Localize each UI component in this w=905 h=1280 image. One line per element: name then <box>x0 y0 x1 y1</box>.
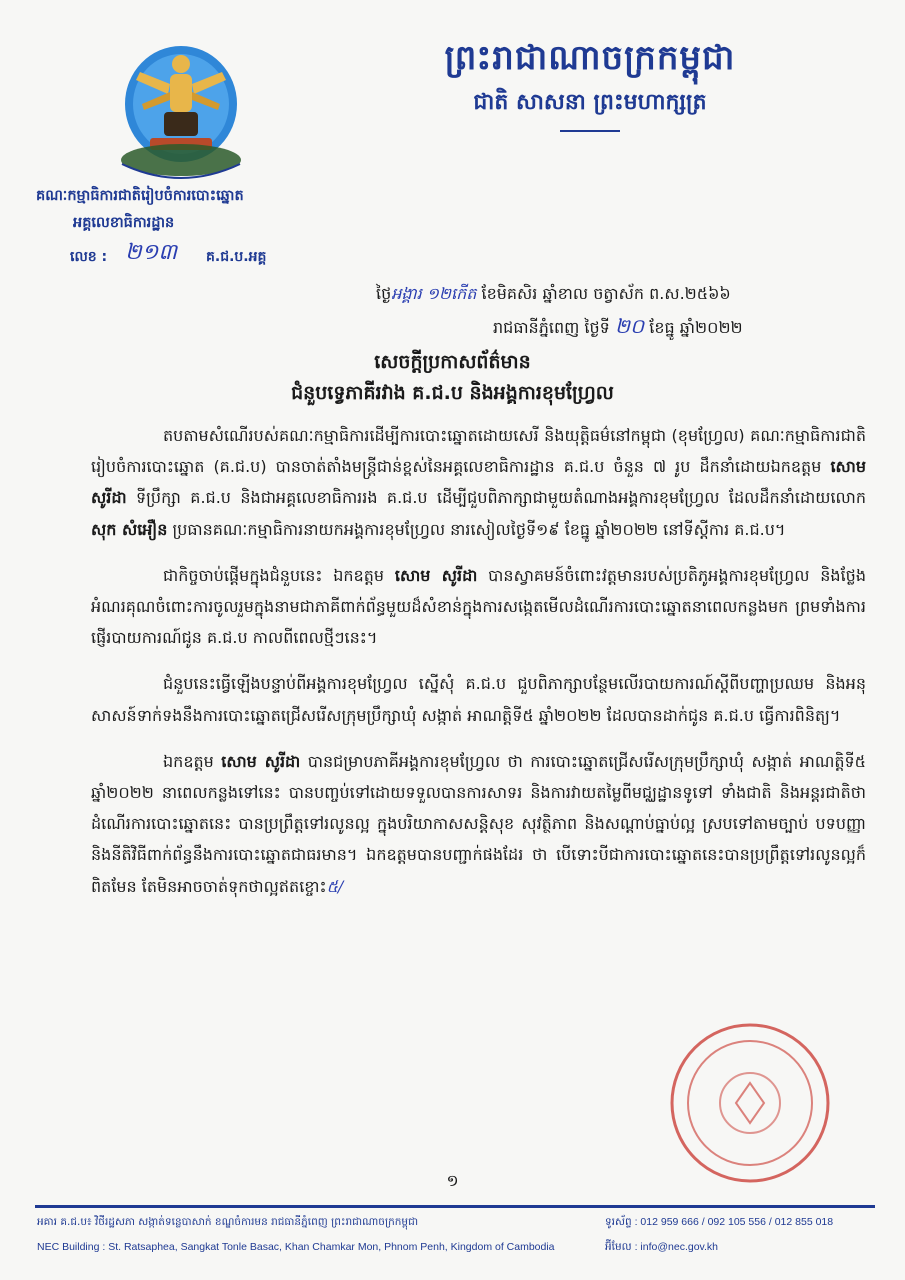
official-stamp <box>650 1018 830 1188</box>
footer-email <box>605 1241 718 1256</box>
solar-prefix: រាជធានីភ្នំពេញ ថ្ងៃទី <box>493 318 610 337</box>
p4-name: សោម សូរីដា <box>221 751 301 771</box>
kingdom-title: ព្រះរាជាណាចក្រកម្ពុជា <box>444 38 736 78</box>
p1-text-c: ប្រធានគណៈកម្មាធិការនាយកអង្គការខុមហ្វ្រែល នារសៀលថ្ងៃទី១៩ ខែធ្នូ ឆ្នាំ២០២២ នៅទីស្តីការ គ.ជ.ប។ <box>172 519 786 539</box>
p1-name-2: សុក សំអឿន <box>91 519 168 539</box>
footer-divider <box>35 1205 875 1208</box>
lunar-handwritten: អង្គារ ១២កើត <box>391 284 477 303</box>
ref-suffix: គ.ជ.ប.អគ្គ <box>206 249 267 265</box>
org-name: គណៈកម្មាធិការជាតិរៀបចំការបោះឆ្នោត <box>36 188 244 204</box>
p2-name: សោម សូរីដា <box>394 565 478 585</box>
lunar-suffix: ខែមិគសិរ ឆ្នាំខាល ចត្វាស័ក ព.ស.២៥៦៦ <box>481 284 731 303</box>
continue-mark: ៥/ <box>326 876 344 896</box>
paragraph-1 <box>91 420 866 545</box>
page-number: ១ <box>446 1171 459 1190</box>
doc-subtitle: ជំនួបទ្វេភាគីរវាង គ.ជ.ប និងអង្គការខុមហ្វ្រែល <box>291 382 614 404</box>
nec-logo <box>112 42 250 187</box>
phone-label: ទូរស័ព្ទ : <box>605 1216 638 1228</box>
paragraph-3: ជំនួបនេះធ្វើឡើងបន្ទាប់ពីអង្គការខុមហ្វ្រែល ស្នើសុំ គ.ជ.ប ជួបពិភាក្សាបន្ថែមលើរបាយការណ៍ស្តីពីបញ្ហាប្រឈម និងអនុសាសន៍ទាក់ទងនឹងការបោះឆ្នោតជ្រើសរើសក្រុមប្រឹក្សាឃុំ សង្កាត់ អាណត្តិទី៥ ឆ្នាំ២០២២ ដែលបានដាក់ជូន គ.ជ.ប ធ្វើការពិនិត្យ។ <box>91 674 866 725</box>
lunar-prefix: ថ្ងៃ <box>376 284 392 303</box>
email-label: អ៊ីមែល : <box>605 1241 638 1253</box>
p1-text-b: ទីប្រឹក្សា គ.ជ.ប និងជាអគ្គលេខាធិការរង គ.ជ.ប ដើម្បីជួបពិភាក្សាជាមួយតំណាងអង្គការខុមហ្វ្រែល ដែលដឹកនាំដោយលោក <box>136 488 866 508</box>
paragraph-4 <box>91 746 866 902</box>
email-address[interactable]: info@nec.gov.kh <box>640 1241 719 1253</box>
p1-name-1: សោម សូរីដា <box>91 457 866 508</box>
solar-suffix: ខែធ្នូ ឆ្នាំ២០២២ <box>649 318 743 337</box>
phone-numbers: 012 959 666 / 092 105 556 / 012 855 018 <box>640 1216 834 1228</box>
lunar-date <box>376 283 731 307</box>
body-text <box>91 420 866 917</box>
ref-label: លេខ : <box>70 249 108 265</box>
p2-text-a: ជាកិច្ចចាប់ផ្តើមក្នុងជំនួបនេះ ឯកឧត្តម <box>163 565 385 585</box>
ref-number: ២១៣ <box>125 240 178 265</box>
p1-text-a: តបតាមសំណើរបស់គណៈកម្មាធិការដើម្បីការបោះឆ្នោតដោយសេរី និងយុត្តិធម៌នៅកម្ពុជា (ខុមហ្វ្រែល) គណៈកម្មាធិការជាតិរៀបចំការបោះឆ្នោត (គ.ជ.ប) បានចាត់តាំងមន្ត្រីជាន់ខ្ពស់នៃអគ្គលេខាធិការដ្ឋាន គ.ជ.ប ចំនួន ៧ រូប ដឹកនាំដោយឯកឧត្តម <box>91 426 866 477</box>
footer-address-kh: អគារ គ.ជ.ប៖ វិថីរដ្ឋសភា សង្កាត់ទន្លេបាសាក់ ខណ្ឌចំការមន រាជធានីភ្នំពេញ ព្រះរាជាណាចក្រកម្ពុជា <box>37 1216 419 1228</box>
org-department: អគ្គលេខាធិការដ្ឋាន <box>73 215 175 231</box>
solar-day: ២០ <box>614 314 645 338</box>
paragraph-2 <box>91 560 866 654</box>
motto-divider <box>560 130 620 132</box>
p4-text-b: បានជម្រាបភាគីអង្គការខុមហ្វ្រែល ថា ការបោះឆ្នោតជ្រើសរើសក្រុមប្រឹក្សាឃុំ សង្កាត់ អាណត្តិទី៥ ឆ្នាំ២០២២ នាពេលកន្លងទៅនេះ បានបញ្ចប់ទៅដោយទទួលបានការសាទរ និងការវាយតម្លៃពីមជ្ឈដ្ឋានទូទៅ ទាំងជាតិ និងអន្តរជាតិថា ដំណើរការបោះឆ្នោតនេះ បានប្រព្រឹត្តទៅរលូនល្អ ក្នុងបរិយាកាសសន្តិសុខ សុវត្ថិភាព និងសណ្តាប់ធ្នាប់ល្អ ស្របទៅតាមច្បាប់ បទបញ្ញា និងនីតិវិធីពាក់ព័ន្ធនឹងការបោះឆ្នោតជាធរមាន។ ឯកឧត្តមបានបញ្ជាក់ផងដែរ ថា បើទោះបីជាការបោះឆ្នោតនេះបានប្រព្រឹត្តទៅរលូនល្អក៏ពិតមែន តែមិនអាចចាត់ទុកថាល្អឥតខ្ចោះ <box>91 751 866 896</box>
doc-title: សេចក្តីប្រកាសព័ត៌មាន <box>374 351 531 373</box>
solar-date <box>493 313 743 343</box>
footer-address-en: NEC Building : St. Ratsaphea, Sangkat Tonle Basac, Khan Chamkar Mon, Phnom Penh, Kingdom of Cambodia <box>37 1241 555 1253</box>
p4-text-a: ឯកឧត្តម <box>163 751 214 771</box>
footer-phone <box>605 1216 833 1231</box>
national-motto: ជាតិ សាសនា ព្រះមហាក្សត្រ <box>473 90 707 115</box>
p2-text-b: បានស្វាគមន៍ចំពោះវត្តមានរបស់ប្រតិភូអង្គការខុមហ្វ្រែល និងថ្លែងអំណរគុណចំពោះការចូលរួមក្នុងនាមជាភាគីពាក់ព័ន្ធមួយដ៏សំខាន់ក្នុងការសង្កេតមើលដំណើរការបោះឆ្នោតនាពេលកន្លងមក ព្រមទាំងការផ្ញើរបាយការណ៍ជូន គ.ជ.ប កាលពីពេលថ្មីៗនេះ។ <box>91 565 866 648</box>
